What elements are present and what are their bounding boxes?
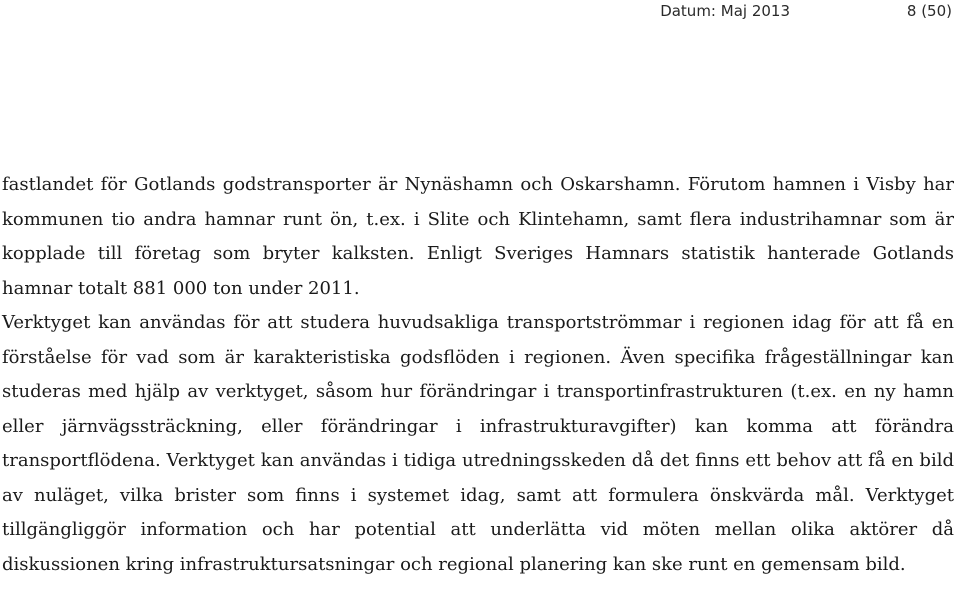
document-date: Datum: Maj 2013 bbox=[660, 2, 790, 20]
page-header bbox=[0, 0, 960, 26]
document-body bbox=[2, 168, 954, 582]
page-number: 8 (50) bbox=[906, 2, 952, 20]
paragraph-gotland-ports: fastlandet för Gotlands godstransporter är Nynäshamn och Oskarshamn. Förutom hamnen i Visby har kommunen tio andra hamnar runt ön, t.ex. i Slite och Klintehamn, samt flera industrihamnar som är kopplade till företag som bryter kalksten. Enligt Sveriges Hamnars statistik hanterade Gotlands hamnar totalt 881 000 ton under 2011. bbox=[2, 174, 954, 299]
paragraph-tool-usage: Verktyget kan användas för att studera huvudsakliga transportströmmar i regionen idag för att få en förståelse för vad som är karakteristiska godsflöden i regionen. Även specifika frågeställningar kan studeras med hjälp av verktyget, såsom hur förändringar i transportinfrastrukturen (t.ex. en ny hamn eller järnvägssträckning, eller förändringar i infrastrukturavgifter) kan komma att förändra transportflödena. Verktyget kan användas i tidiga utredningsskeden då det finns ett behov att få en bild av nuläget, vilka brister som finns i systemet idag, samt att formulera önskvärda mål. Verktyget tillgängliggör information och har potential att underlätta vid möten mellan olika aktörer då diskussionen kring infrastruktursatsningar och regional planering kan ske runt en gemensam bild. bbox=[2, 312, 954, 575]
